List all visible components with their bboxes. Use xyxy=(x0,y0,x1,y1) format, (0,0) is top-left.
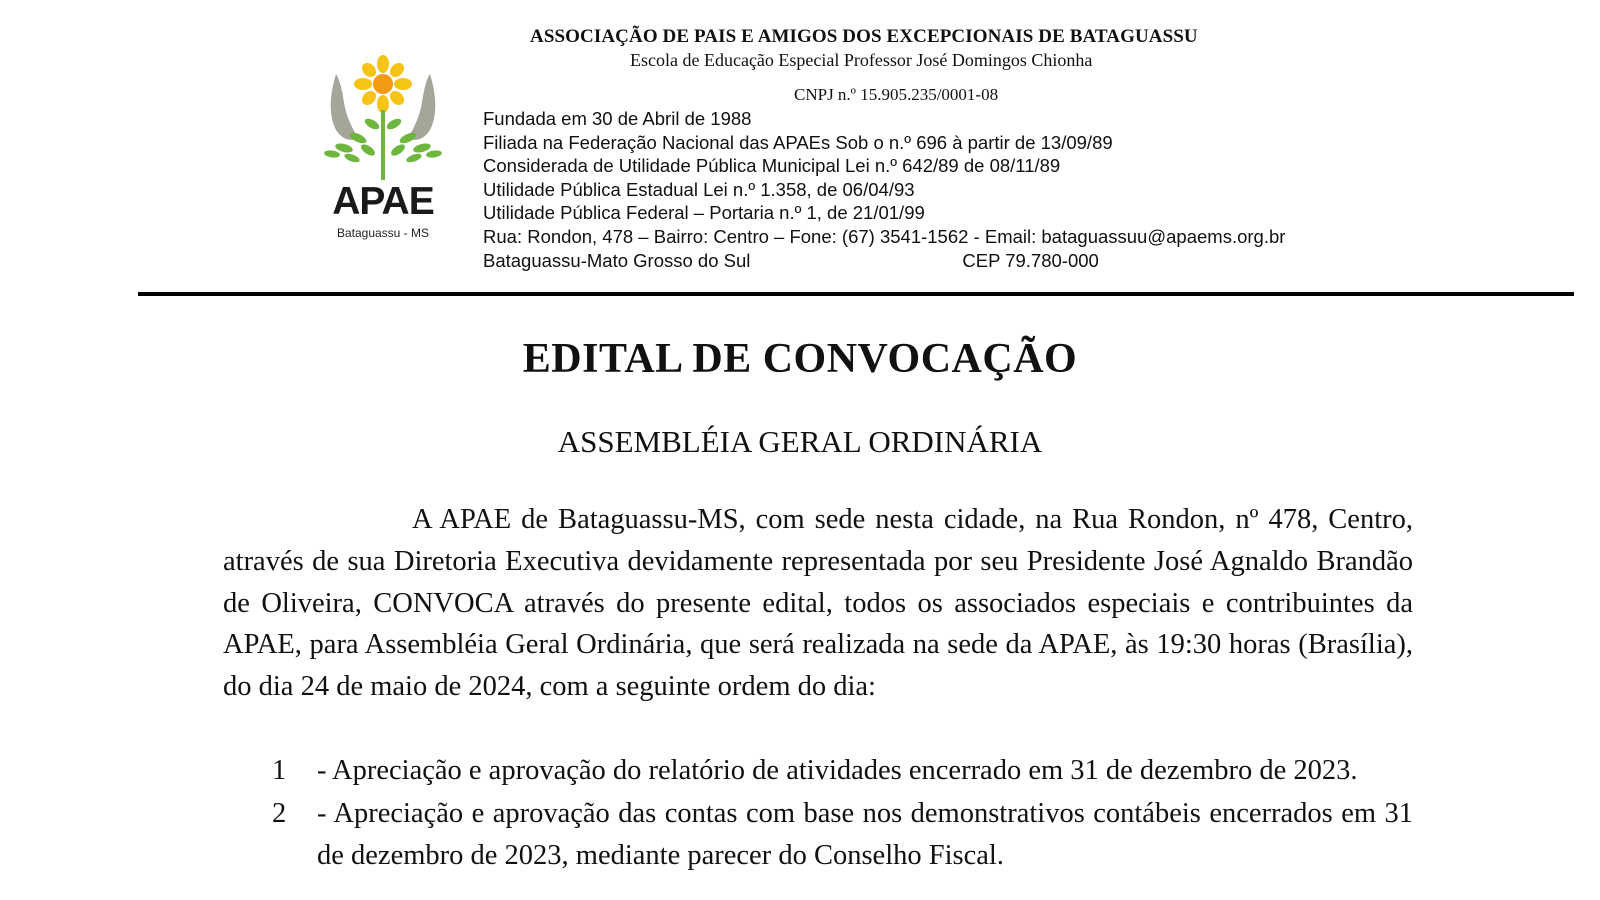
info-federation: Filiada na Federação Nacional das APAEs Sob o n.º 696 à partir de 13/09/89 xyxy=(483,131,1113,153)
info-address: Rua: Rondon, 478 – Bairro: Centro – Fone: (67) 3541-1562 - Email: bataguassuu@apaems.org.br xyxy=(483,225,1286,247)
info-founded: Fundada em 30 de Abril de 1988 xyxy=(483,108,752,129)
school-name: Escola de Educação Especial Professor José Domingos Chionha xyxy=(630,50,1093,70)
document-title: EDITAL DE CONVOCAÇÃO xyxy=(522,336,1078,382)
agenda-item-number: 1 xyxy=(272,755,287,786)
logo-wordmark: APAE xyxy=(332,180,434,223)
info-federal: Utilidade Pública Federal – Portaria n.º 1, de 21/01/99 xyxy=(483,202,925,224)
agenda-item-text: - Apreciação e aprovação das contas com base nos demonstrativos contábeis encerrados em 31 de dezembro de 2023, mediante parecer do Conselho Fiscal. xyxy=(317,797,1413,871)
apae-flower-hands-icon xyxy=(322,54,444,184)
document-subtitle: ASSEMBLÉIA GERAL ORDINÁRIA xyxy=(557,424,1043,459)
convocation-paragraph: A APAE de Bataguassu-MS, com sede nesta cidade, na Rua Rondon, nº 478, Centro, através de sua Diretoria Executiva devidamente representada por seu Presidente José Agnaldo Brandão de Oliveira, CONVOCA através do presente edital, todos os associados especiais e contribuintes da APAE, para Assembléia Geral Ordinária, que será realizada na sede da APAE, às 19:30 horas (Brasília), do dia 24 de maio de 2024, com a seguinte ordem do dia: xyxy=(223,504,1413,703)
organization-name: ASSOCIAÇÃO DE PAIS E AMIGOS DOS EXCEPCIONAIS DE BATAGUASSU xyxy=(530,26,1198,47)
info-city-line xyxy=(483,249,1443,273)
organization-info xyxy=(483,107,1443,272)
info-city: Bataguassu-Mato Grosso do Sul xyxy=(483,249,751,271)
cnpj-number: CNPJ n.º 15.905.235/0001-08 xyxy=(794,85,999,104)
info-cep: CEP 79.780-000 xyxy=(962,249,1099,271)
header-divider xyxy=(138,292,1574,296)
info-municipal: Considerada de Utilidade Pública Municipal Lei n.º 642/89 de 08/11/89 xyxy=(483,155,1061,177)
info-state: Utilidade Pública Estadual Lei n.º 1.358, de 06/04/93 xyxy=(483,178,915,200)
agenda-item-text: - Apreciação e aprovação do relatório de atividades encerrado em 31 de dezembro de 2023. xyxy=(317,755,1358,786)
apae-logo xyxy=(322,54,444,244)
agenda-item xyxy=(223,750,1413,792)
agenda-item xyxy=(223,793,1413,877)
logo-subtitle: Bataguassu - MS xyxy=(336,226,430,240)
agenda-item-number: 2 xyxy=(272,797,287,829)
agenda-list xyxy=(223,750,1413,877)
